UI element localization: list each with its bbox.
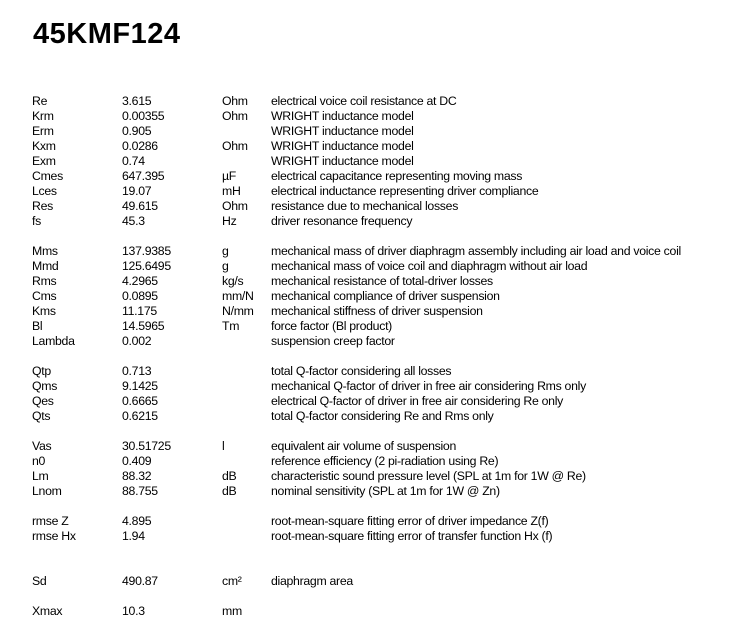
- parameter-description: characteristic sound pressure level (SPL at 1m for 1W @ Re): [271, 469, 586, 483]
- parameter-description: equivalent air volume of suspension: [271, 439, 457, 453]
- parameter-description: mechanical Q-factor of driver in free air considering Rms only: [271, 379, 586, 393]
- parameter-value: 4.895: [122, 514, 152, 528]
- parameter-name: rmse Hx: [32, 529, 76, 543]
- parameter-description: electrical capacitance representing moving mass: [271, 169, 523, 183]
- parameter-value: 14.5965: [122, 319, 165, 333]
- parameter-name: fs: [32, 214, 41, 228]
- parameter-name: Erm: [32, 124, 54, 138]
- parameter-value: 0.409: [122, 454, 152, 468]
- parameter-row: [0, 529, 738, 544]
- parameter-name: Lnom: [32, 484, 62, 498]
- parameter-description: mechanical compliance of driver suspension: [271, 289, 500, 303]
- parameter-name: Exm: [32, 154, 56, 168]
- parameter-value: 11.175: [122, 304, 157, 318]
- parameter-name: Cms: [32, 289, 57, 303]
- parameter-name: Krm: [32, 109, 54, 123]
- parameter-value: 9.1425: [122, 379, 158, 393]
- parameter-row: [0, 154, 738, 169]
- parameter-description: WRIGHT inductance model: [271, 109, 414, 123]
- parameter-description: mechanical mass of driver diaphragm assembly including air load and voice coil: [271, 244, 681, 258]
- parameter-description: WRIGHT inductance model: [271, 154, 414, 168]
- parameter-name: Mmd: [32, 259, 59, 273]
- parameter-name: Qms: [32, 379, 58, 393]
- parameter-row: [0, 169, 738, 184]
- parameter-value: 4.2965: [122, 274, 158, 288]
- parameter-row: [0, 199, 738, 214]
- parameter-description: electrical voice coil resistance at DC: [271, 94, 457, 108]
- parameter-value: 0.6665: [122, 394, 158, 408]
- parameter-row: [0, 604, 738, 619]
- parameter-row: [0, 334, 738, 349]
- parameter-name: Res: [32, 199, 53, 213]
- parameter-name: Bl: [32, 319, 43, 333]
- parameter-row: [0, 514, 738, 529]
- parameter-value: 0.002: [122, 334, 152, 348]
- parameter-value: 137.9385: [122, 244, 171, 258]
- parameter-description: electrical Q-factor of driver in free air considering Re only: [271, 394, 563, 408]
- parameter-description: WRIGHT inductance model: [271, 139, 414, 153]
- parameter-value: 3.615: [122, 94, 152, 108]
- parameter-row: [0, 394, 738, 409]
- parameter-unit: g: [222, 244, 229, 258]
- parameter-name: Vas: [32, 439, 52, 453]
- parameter-value: 647.395: [122, 169, 165, 183]
- parameter-name: Qts: [32, 409, 51, 423]
- parameter-row: [0, 319, 738, 334]
- parameter-unit: µF: [222, 169, 236, 183]
- page-title: 45KMF124: [33, 18, 181, 50]
- parameter-row: [0, 454, 738, 469]
- parameter-row: [0, 124, 738, 139]
- parameter-unit: Hz: [222, 214, 237, 228]
- parameter-value: 490.87: [122, 574, 158, 588]
- parameter-row: [0, 484, 738, 499]
- parameter-value: 0.74: [122, 154, 145, 168]
- parameter-name: Kxm: [32, 139, 56, 153]
- parameter-value: 0.0895: [122, 289, 158, 303]
- parameter-row: [0, 439, 738, 454]
- parameter-name: Mms: [32, 244, 58, 258]
- parameter-row: [0, 379, 738, 394]
- parameter-value: 30.51725: [122, 439, 171, 453]
- parameter-name: Lambda: [32, 334, 75, 348]
- parameter-unit: mH: [222, 184, 241, 198]
- parameter-description: force factor (Bl product): [271, 319, 392, 333]
- parameter-name: Cmes: [32, 169, 63, 183]
- parameter-row: [0, 469, 738, 484]
- parameter-name: Kms: [32, 304, 56, 318]
- parameter-row: [0, 304, 738, 319]
- parameter-description: WRIGHT inductance model: [271, 124, 414, 138]
- parameter-description: nominal sensitivity (SPL at 1m for 1W @ Zn): [271, 484, 500, 498]
- parameter-row: [0, 274, 738, 289]
- parameter-description: driver resonance frequency: [271, 214, 413, 228]
- parameter-row: [0, 244, 738, 259]
- parameter-description: mechanical resistance of total-driver losses: [271, 274, 493, 288]
- parameter-unit: dB: [222, 469, 237, 483]
- parameter-unit: Ohm: [222, 94, 248, 108]
- parameter-value: 0.6215: [122, 409, 158, 423]
- parameter-unit: Ohm: [222, 139, 248, 153]
- parameter-description: mechanical mass of voice coil and diaphragm without air load: [271, 259, 588, 273]
- parameter-row: [0, 214, 738, 229]
- parameter-description: suspension creep factor: [271, 334, 395, 348]
- parameter-description: root-mean-square fitting error of transfer function Hx (f): [271, 529, 553, 543]
- parameter-value: 0.905: [122, 124, 152, 138]
- parameter-value: 88.755: [122, 484, 158, 498]
- parameter-row: [0, 409, 738, 424]
- parameter-value: 0.0286: [122, 139, 158, 153]
- parameter-unit: Tm: [222, 319, 240, 333]
- parameter-row: [0, 289, 738, 304]
- parameter-value: 19.07: [122, 184, 152, 198]
- parameter-unit: l: [222, 439, 225, 453]
- parameter-unit: cm²: [222, 574, 242, 588]
- parameter-name: Rms: [32, 274, 57, 288]
- parameter-description: electrical inductance representing driver compliance: [271, 184, 539, 198]
- parameter-description: diaphragm area: [271, 574, 353, 588]
- parameter-value: 0.713: [122, 364, 152, 378]
- parameter-unit: mm: [222, 604, 242, 618]
- parameter-row: [0, 109, 738, 124]
- parameter-row: [0, 184, 738, 199]
- parameter-name: Lces: [32, 184, 57, 198]
- parameter-value: 88.32: [122, 469, 152, 483]
- parameter-unit: g: [222, 259, 229, 273]
- parameter-row: [0, 574, 738, 589]
- parameter-value: 125.6495: [122, 259, 171, 273]
- parameter-row: [0, 259, 738, 274]
- parameter-unit: mm/N: [222, 289, 254, 303]
- parameter-unit: Ohm: [222, 199, 248, 213]
- parameter-unit: dB: [222, 484, 237, 498]
- parameter-unit: kg/s: [222, 274, 244, 288]
- parameter-name: Re: [32, 94, 48, 108]
- parameter-name: Xmax: [32, 604, 63, 618]
- parameter-name: n0: [32, 454, 46, 468]
- parameter-row: [0, 139, 738, 154]
- parameter-value: 10.3: [122, 604, 145, 618]
- parameter-name: Lm: [32, 469, 49, 483]
- parameter-value: 49.615: [122, 199, 158, 213]
- parameter-description: total Q-factor considering all losses: [271, 364, 452, 378]
- parameter-description: mechanical stiffness of driver suspension: [271, 304, 483, 318]
- parameter-value: 45.3: [122, 214, 145, 228]
- parameter-name: Sd: [32, 574, 47, 588]
- parameter-name: Qtp: [32, 364, 51, 378]
- parameter-name: rmse Z: [32, 514, 69, 528]
- parameter-row: [0, 364, 738, 379]
- parameter-unit: Ohm: [222, 109, 248, 123]
- parameter-value: 1.94: [122, 529, 145, 543]
- parameter-description: total Q-factor considering Re and Rms only: [271, 409, 494, 423]
- parameter-description: reference efficiency (2 pi-radiation using Re): [271, 454, 499, 468]
- parameter-description: resistance due to mechanical losses: [271, 199, 459, 213]
- parameter-name: Qes: [32, 394, 54, 408]
- parameter-row: [0, 94, 738, 109]
- parameter-value: 0.00355: [122, 109, 165, 123]
- parameter-description: root-mean-square fitting error of driver impedance Z(f): [271, 514, 549, 528]
- parameter-unit: N/mm: [222, 304, 254, 318]
